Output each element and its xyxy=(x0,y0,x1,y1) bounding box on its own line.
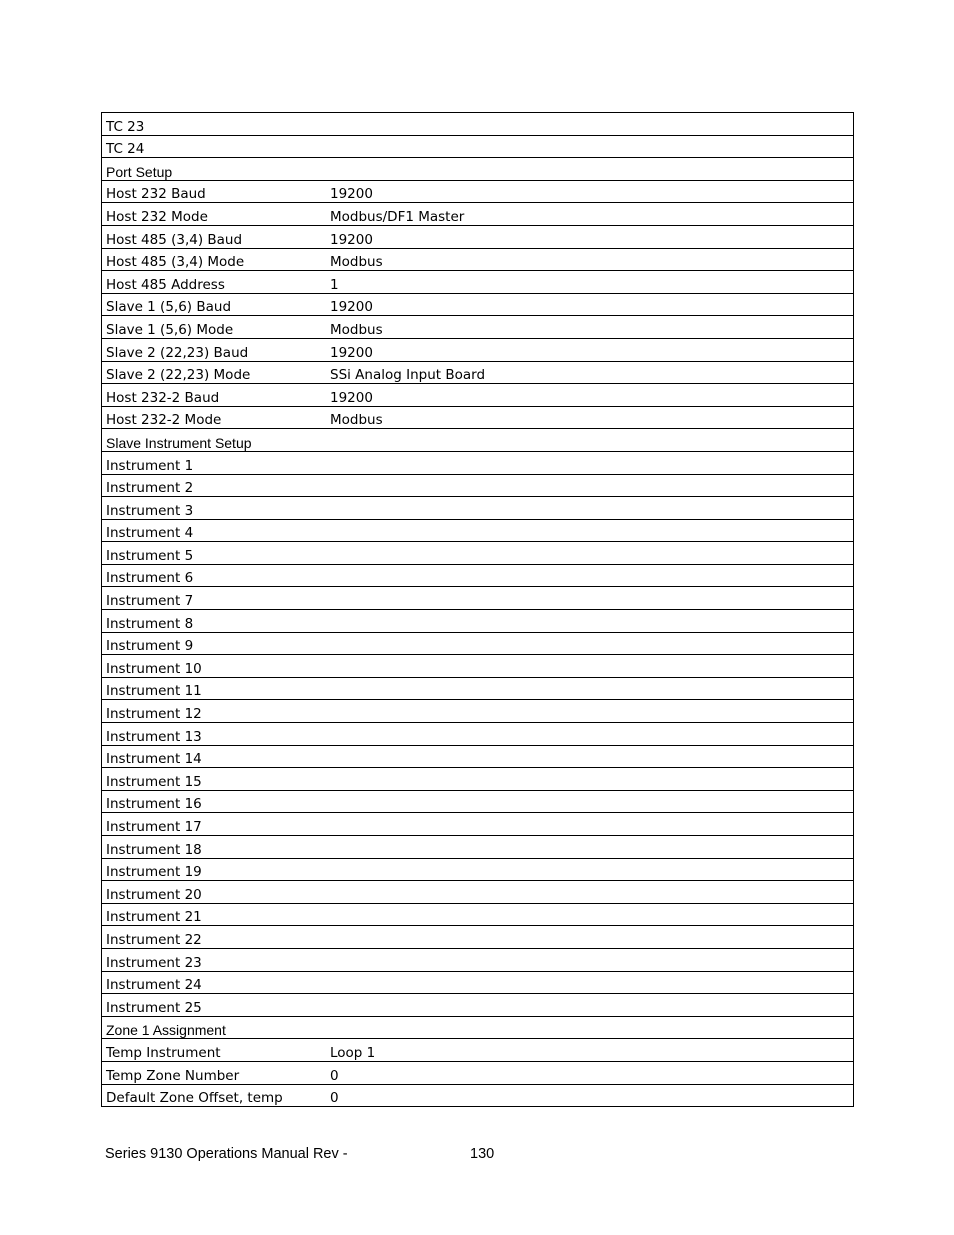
setting-label: Slave 1 (5,6) Baud xyxy=(102,293,327,316)
table-row xyxy=(102,858,854,881)
setting-value xyxy=(326,700,854,723)
setting-value xyxy=(326,587,854,610)
setting-value: Modbus/DF1 Master xyxy=(326,203,854,226)
setting-label: Instrument 3 xyxy=(102,497,327,520)
table-row xyxy=(102,723,854,746)
setting-label: Instrument 22 xyxy=(102,926,327,949)
setting-value: Modbus xyxy=(326,406,854,429)
table-row xyxy=(102,474,854,497)
setting-value xyxy=(326,971,854,994)
settings-table xyxy=(101,112,854,1107)
table-row xyxy=(102,790,854,813)
setting-label: Instrument 18 xyxy=(102,836,327,859)
setting-label: Instrument 1 xyxy=(102,451,327,474)
table-row xyxy=(102,293,854,316)
section-header-row xyxy=(102,158,854,181)
setting-value xyxy=(326,677,854,700)
setting-value xyxy=(326,926,854,949)
table-row xyxy=(102,271,854,294)
setting-label: Instrument 6 xyxy=(102,564,327,587)
table-row xyxy=(102,926,854,949)
setting-label: Instrument 14 xyxy=(102,745,327,768)
setting-label: Instrument 9 xyxy=(102,632,327,655)
setting-label: Instrument 11 xyxy=(102,677,327,700)
setting-value xyxy=(326,655,854,678)
setting-value: 19200 xyxy=(326,338,854,361)
table-row xyxy=(102,994,854,1017)
table-row xyxy=(102,203,854,226)
setting-label: Host 232 Mode xyxy=(102,203,327,226)
table-row xyxy=(102,610,854,633)
setting-value xyxy=(326,632,854,655)
table-row xyxy=(102,406,854,429)
setting-value: 1 xyxy=(326,271,854,294)
setting-label: Instrument 5 xyxy=(102,542,327,565)
setting-value xyxy=(326,451,854,474)
table-row xyxy=(102,745,854,768)
setting-value xyxy=(326,994,854,1017)
table-row xyxy=(102,971,854,994)
table-row xyxy=(102,881,854,904)
setting-label: TC 24 xyxy=(102,135,327,158)
setting-label: Instrument 4 xyxy=(102,519,327,542)
setting-label: Instrument 15 xyxy=(102,768,327,791)
setting-label: Instrument 23 xyxy=(102,948,327,971)
setting-label: Instrument 13 xyxy=(102,723,327,746)
setting-label: Instrument 10 xyxy=(102,655,327,678)
setting-value: SSi Analog Input Board xyxy=(326,361,854,384)
table-row xyxy=(102,632,854,655)
setting-value: 19200 xyxy=(326,384,854,407)
section-header-row xyxy=(102,429,854,452)
setting-value: Loop 1 xyxy=(326,1039,854,1062)
table-row xyxy=(102,316,854,339)
table-row xyxy=(102,135,854,158)
table-row xyxy=(102,113,854,136)
setting-value xyxy=(326,836,854,859)
setting-value: Modbus xyxy=(326,316,854,339)
setting-value xyxy=(326,542,854,565)
setting-label: Instrument 2 xyxy=(102,474,327,497)
setting-label: Slave 2 (22,23) Baud xyxy=(102,338,327,361)
table-row xyxy=(102,519,854,542)
section-header: Slave Instrument Setup xyxy=(102,429,854,452)
table-row xyxy=(102,1084,854,1107)
table-row xyxy=(102,1039,854,1062)
setting-value xyxy=(326,113,854,136)
setting-label: Instrument 16 xyxy=(102,790,327,813)
setting-label: Slave 2 (22,23) Mode xyxy=(102,361,327,384)
setting-label: Instrument 12 xyxy=(102,700,327,723)
setting-value xyxy=(326,564,854,587)
setting-label: Temp Zone Number xyxy=(102,1061,327,1084)
setting-value xyxy=(326,745,854,768)
table-row xyxy=(102,542,854,565)
setting-value xyxy=(326,497,854,520)
footer-manual-title: Series 9130 Operations Manual Rev - xyxy=(105,1146,348,1162)
section-header-row xyxy=(102,1016,854,1039)
setting-value xyxy=(326,948,854,971)
table-row xyxy=(102,248,854,271)
setting-value: 19200 xyxy=(326,180,854,203)
table-row xyxy=(102,1061,854,1084)
setting-value xyxy=(326,858,854,881)
table-row xyxy=(102,451,854,474)
table-row xyxy=(102,768,854,791)
setting-label: Host 485 (3,4) Mode xyxy=(102,248,327,271)
table-row xyxy=(102,338,854,361)
setting-label: Instrument 20 xyxy=(102,881,327,904)
table-row xyxy=(102,180,854,203)
table-row xyxy=(102,677,854,700)
table-row xyxy=(102,948,854,971)
setting-value: 19200 xyxy=(326,225,854,248)
table-row xyxy=(102,497,854,520)
setting-value xyxy=(326,474,854,497)
table-row xyxy=(102,836,854,859)
setting-label: Slave 1 (5,6) Mode xyxy=(102,316,327,339)
section-header: Port Setup xyxy=(102,158,854,181)
setting-label: Instrument 25 xyxy=(102,994,327,1017)
setting-value: 0 xyxy=(326,1061,854,1084)
setting-label: Instrument 19 xyxy=(102,858,327,881)
setting-value: 19200 xyxy=(326,293,854,316)
setting-value xyxy=(326,790,854,813)
setting-value: Modbus xyxy=(326,248,854,271)
setting-value xyxy=(326,903,854,926)
setting-label: Host 232-2 Mode xyxy=(102,406,327,429)
setting-value xyxy=(326,813,854,836)
setting-label: TC 23 xyxy=(102,113,327,136)
setting-value xyxy=(326,135,854,158)
settings-table-body xyxy=(102,113,854,1107)
setting-label: Instrument 24 xyxy=(102,971,327,994)
setting-value xyxy=(326,723,854,746)
setting-label: Host 485 (3,4) Baud xyxy=(102,225,327,248)
setting-value xyxy=(326,519,854,542)
table-row xyxy=(102,225,854,248)
table-row xyxy=(102,587,854,610)
footer-page-number: 130 xyxy=(470,1146,495,1162)
setting-value xyxy=(326,768,854,791)
setting-value xyxy=(326,610,854,633)
setting-label: Instrument 21 xyxy=(102,903,327,926)
setting-label: Host 232 Baud xyxy=(102,180,327,203)
setting-label: Host 485 Address xyxy=(102,271,327,294)
setting-label: Host 232-2 Baud xyxy=(102,384,327,407)
table-row xyxy=(102,384,854,407)
setting-label: Instrument 8 xyxy=(102,610,327,633)
table-row xyxy=(102,564,854,587)
section-header: Zone 1 Assignment xyxy=(102,1016,854,1039)
table-row xyxy=(102,813,854,836)
setting-value xyxy=(326,881,854,904)
setting-label: Default Zone Offset, temp xyxy=(102,1084,327,1107)
setting-label: Temp Instrument xyxy=(102,1039,327,1062)
setting-label: Instrument 7 xyxy=(102,587,327,610)
setting-value: 0 xyxy=(326,1084,854,1107)
table-row xyxy=(102,655,854,678)
table-row xyxy=(102,361,854,384)
table-row xyxy=(102,700,854,723)
table-row xyxy=(102,903,854,926)
setting-label: Instrument 17 xyxy=(102,813,327,836)
